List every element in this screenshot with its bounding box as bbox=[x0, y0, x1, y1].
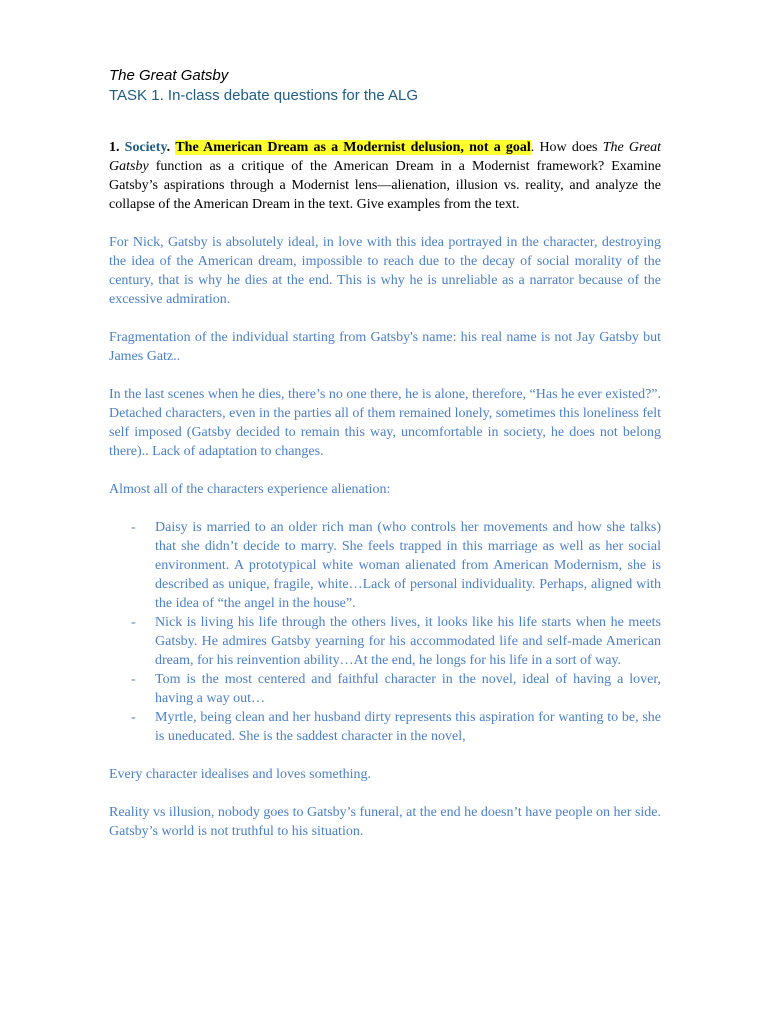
list-item bbox=[131, 670, 661, 708]
character-list bbox=[109, 518, 661, 746]
answer-paragraph-3: In the last scenes when he dies, there’s no one there, he is alone, therefore, “Has he ever existed?”. Detached characters, even in the parties all of them remained lonely, sometimes this loneliness felt self imposed (Gatsby decided to remain this way, uncomfortable in society, he does not belong there).. Lack of adaptation to changes. bbox=[109, 387, 661, 459]
book-title: The Great Gatsby bbox=[109, 140, 661, 174]
document-title: The Great Gatsby bbox=[109, 67, 229, 84]
dash-bullet: - bbox=[131, 710, 136, 725]
answer-paragraph-5: Every character idealises and loves something. bbox=[109, 767, 372, 782]
list-item-text: Myrtle, being clean and her husband dirty represents this aspiration for wanting to be, she is uneducated. She is the saddest character in the novel, bbox=[155, 710, 661, 744]
question-paragraph bbox=[109, 138, 661, 214]
topic-period: . bbox=[166, 140, 171, 155]
question-topic: Society bbox=[124, 140, 167, 155]
highlighted-statement: The American Dream as a Modernist delusion, not a goal bbox=[175, 140, 531, 155]
list-item bbox=[131, 613, 661, 670]
list-item bbox=[131, 708, 661, 746]
list-item bbox=[131, 518, 661, 613]
answer-paragraph-2: Fragmentation of the individual starting from Gatsby's name: his real name is not Jay Gatsby but James Gatz.. bbox=[109, 330, 661, 364]
question-text-lead: . How does bbox=[530, 140, 603, 155]
question-number: 1. bbox=[109, 140, 120, 155]
list-item-text: Nick is living his life through the others lives, it looks like his life starts when he meets Gatsby. He admires Gatsby yearning for his accommodated life and self-made American dream, for his reinvention ability…At the end, he longs for his life in a sort of way. bbox=[155, 615, 661, 668]
document-page bbox=[109, 66, 661, 860]
task-heading: TASK 1. In-class debate questions for the ALG bbox=[109, 87, 419, 104]
dash-bullet: - bbox=[131, 615, 136, 630]
list-item-text: Tom is the most centered and faithful character in the novel, ideal of having a lover, having a way out… bbox=[155, 672, 661, 706]
answer-paragraph-1: For Nick, Gatsby is absolutely ideal, in love with this idea portrayed in the character, destroying the idea of the American dream, impossible to reach due to the decay of social morality of the century, that is why he dies at the end. This is why he is unreliable as a narrator because of the excessive admiration. bbox=[109, 235, 661, 307]
answer-paragraph-6: Reality vs illusion, nobody goes to Gatsby’s funeral, at the end he doesn’t have people on her side. Gatsby’s world is not truthful to his situation. bbox=[109, 805, 661, 839]
answer-paragraph-4: Almost all of the characters experience alienation: bbox=[109, 482, 391, 497]
question-text-body: function as a critique of the American Dream in a Modernist framework? Examine Gatsby’s aspirations through a Modernist lens—alienation, illusion vs. reality, and analyze the collapse of the American Dream in the text. Give examples from the text. bbox=[109, 159, 661, 212]
dash-bullet: - bbox=[131, 520, 136, 535]
dash-bullet: - bbox=[131, 672, 136, 687]
list-item-text: Daisy is married to an older rich man (who controls her movements and how she talks) that she didn’t decide to marry. She feels trapped in this marriage as well as her social environment. A prototypical white woman alienated from American Modernism, she is described as unique, fragile, white…Lack of personal individuality. Perhaps, aligned with the idea of “the angel in the house”. bbox=[155, 520, 661, 611]
